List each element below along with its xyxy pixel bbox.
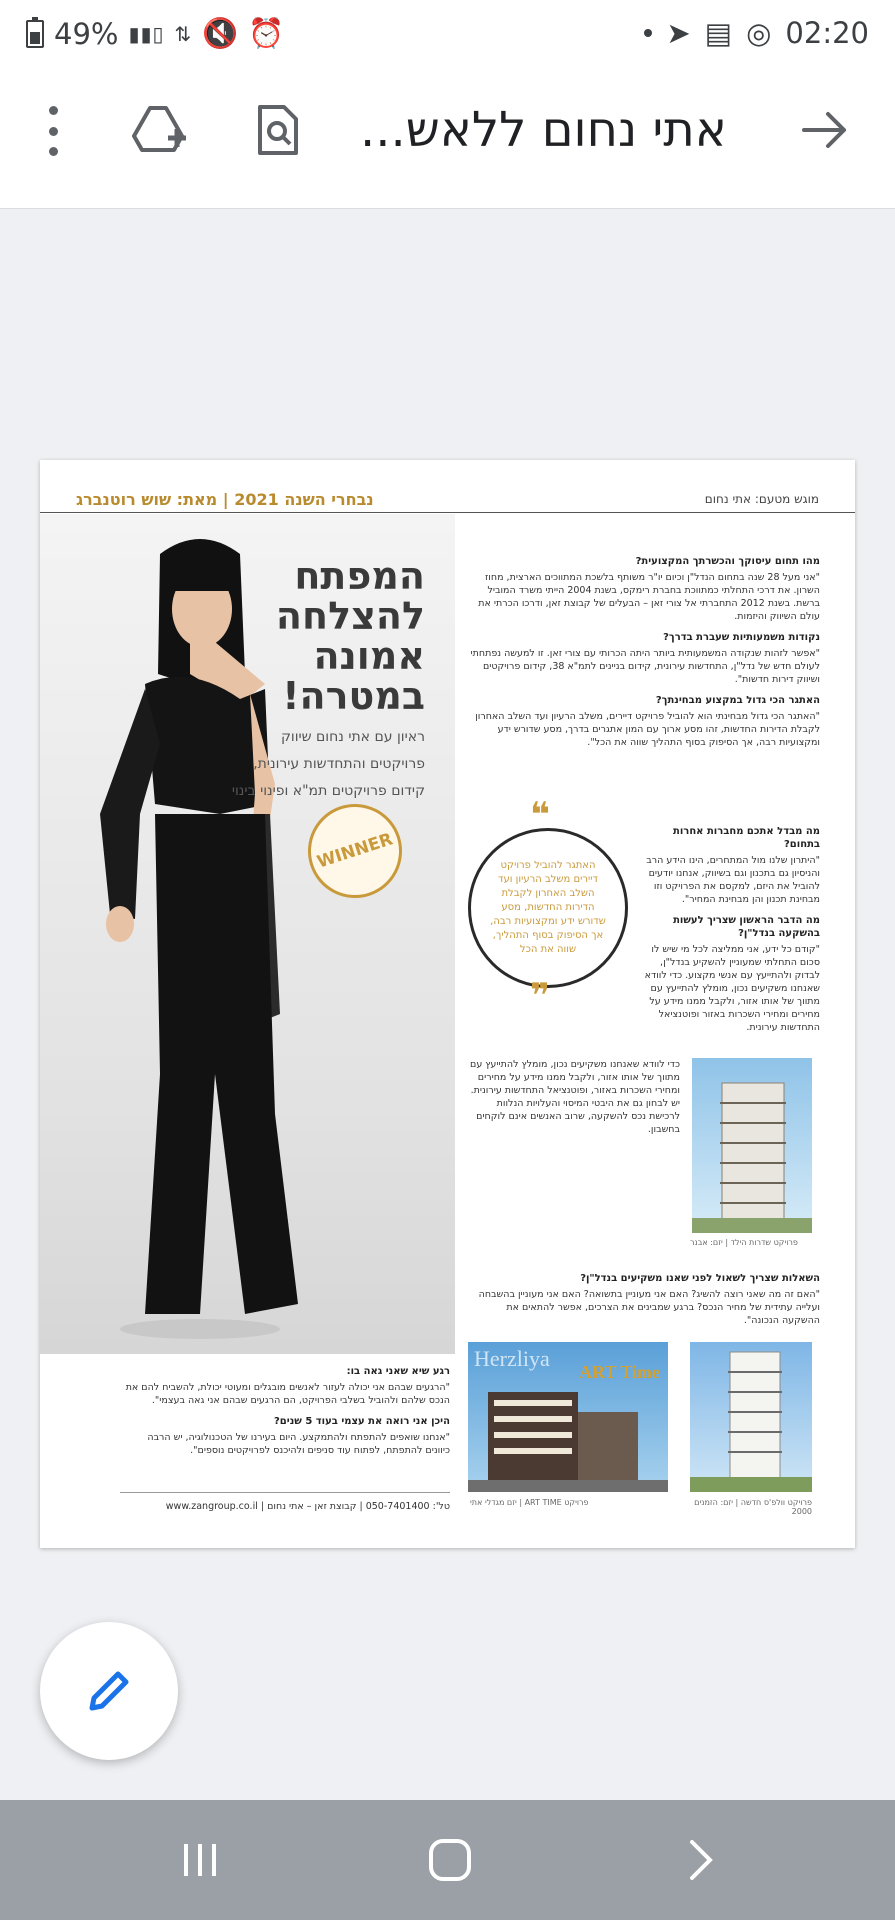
- add-to-drive-button[interactable]: [124, 94, 196, 166]
- back-button[interactable]: [789, 94, 861, 166]
- find-in-page-icon: [256, 103, 300, 157]
- article-column-right-2: [640, 825, 820, 1042]
- winner-badge: WINNER: [296, 792, 414, 910]
- answer: "קודם כל ידע, אני ממליצה לכל מי שיש לו סכום התחלתי שמעוניין להשקיע בנדל"ן, לבדוק ולהתייעץ עם אנשי מקצוע. כדי לוודא שאנחנו משקיעים נכון, מומלץ להתייעץ עם מתווך של אותו אזור, ולקבל ממנו מידע על מחירים ומחירי השכרות באזור ופוטנציאל התחדשות עירונית.: [644, 944, 820, 1033]
- question: היכן אני רואה את עצמי בעוד 5 שנים?: [274, 1416, 450, 1427]
- magazine-header: נבחרי השנה 2021 | מאת: שוש רוטנברג: [76, 490, 374, 509]
- pull-quote-text: האתגר להוביל פרויקט דיירים משלב הרעיון ועד השלב האחרון לקבלת הדירות החדשות, מסע שדורש ידע ומקצועיות רבה, אך הסיפוק בסוף התהליך, שווה את הכל: [490, 860, 606, 955]
- battery-icon: [26, 20, 44, 48]
- answer: "האם זה מה שאני רוצה להשיג? האם אני מעוניין בתשואה? האם אני מעוניין בהשבחה ועלייה עתידית של מחיר הנכס? ברגע שמבינים את הצרכים, אפשר להתאים את ההשקעה הנכונה".: [478, 1289, 820, 1326]
- document-page[interactable]: [40, 460, 855, 1548]
- portrait-photo: [40, 514, 455, 1354]
- article-column-right: [470, 555, 820, 757]
- back-nav-button[interactable]: [665, 1828, 735, 1892]
- apartment-block-icon: [468, 1342, 668, 1492]
- alarm-icon: ⏰: [248, 16, 285, 50]
- pull-quote: [468, 828, 628, 988]
- home-button[interactable]: [415, 1828, 485, 1892]
- signal-icon: ▮▮▯: [128, 21, 165, 46]
- footer-divider: [120, 1492, 450, 1493]
- answer: "אפשר לזהות שנקודה המשמעותית ביותר היתה הכרותי עם צורי זאן. זו למעשה נפתחתי לעולם חדש של נדל"ן, התחדשות עירונית, קידום בניינים לתמ"א 38, קידום פרויקטים ושיווק דירות חדשות".: [470, 648, 820, 685]
- article-column-bottom-right: [470, 1272, 820, 1335]
- contact-footer: [120, 1500, 450, 1521]
- question: מה הדבר הראשון שצריך לעשות בהשקעה בנדל"ן?: [673, 915, 820, 939]
- dot-icon: [49, 106, 58, 115]
- building-photo-3: [690, 1342, 812, 1492]
- article-headline: המפתח להצלחה אמונה במטרה!: [275, 554, 425, 718]
- answer: כדי לוודא שאנחנו משקיעים נכון, מומלץ להתייעץ עם מתווך של אותו אזור, ולקבל ממנו מידע על מחירים ומחירי השכרות באזור, ופוטנציאל התחדשות עירונית. יש לבחון גם את היבטי המיסוי והעלויות הנלוות לרכישת נכס להשקעה, שרוב האנשים אינם לוקחים בחשבון.: [470, 1059, 680, 1135]
- quote-open-icon: ❝: [530, 795, 550, 835]
- dot-icon: [49, 127, 58, 136]
- chevron-right-icon: [680, 1838, 720, 1882]
- recents-icon: [178, 1838, 222, 1882]
- photo-caption: פרויקט וולפ'ס חדשה | יזם: הזמנים 2000: [694, 1498, 812, 1516]
- status-left: [26, 16, 284, 51]
- question: נקודות משמעותיות שעברת בדרך?: [663, 632, 820, 643]
- more-options-button[interactable]: [38, 106, 68, 156]
- answer: "אני מעל 28 שנה בתחום הנדל"ן וכיום יו"ר משותף בלשכת המתווכים הארצית, מחוז השרון. את דרכי התחלתי כמתווכת בחברת רימקס, בשנת 2004 הייתי משרד המוביל ברשת. בשנת 2012 התחברתי אל צורי זאן – הבעלים של קבוצת זאן, ודרכו הכרתי את עולם השיווק והיזמות.: [478, 572, 820, 622]
- question: האתגר הכי גדול במקצוע מבחינתך?: [655, 695, 820, 706]
- data-icon: ⇅: [174, 21, 193, 46]
- pencil-icon: [84, 1666, 134, 1716]
- building-photo-1: [692, 1058, 812, 1233]
- answer: "הרגעים שבהם אני יכולה לעזור לאנשים מובגלים ומעוטי יכולת, להשביח להם את הנכס שלהם ולהוביל בשלבי הפרויקט, הם הרגעים שבהם אני גאה בעצמי".: [125, 1382, 450, 1406]
- home-icon: [427, 1837, 473, 1883]
- herzliya-label: Herzliya: [474, 1346, 550, 1371]
- photo-caption: פרויקט ART TIME | יזם מגדלי אתי: [470, 1498, 589, 1507]
- question: השאלות שצריך לשאול לפני שאנו משקיעים בנדל"ן?: [580, 1273, 820, 1284]
- document-title: אתי נחום ללאש...: [360, 102, 727, 158]
- tower-icon: [692, 1058, 812, 1233]
- arrow-right-icon: [802, 110, 848, 150]
- building-photo-2: [468, 1342, 668, 1492]
- edit-button[interactable]: [40, 1622, 178, 1760]
- recent-apps-button[interactable]: [165, 1828, 235, 1892]
- whatsapp-icon: ◎: [746, 16, 772, 50]
- article-column-middle: [470, 1058, 680, 1144]
- app-toolbar: [0, 68, 895, 209]
- article-subheading: ראיון עם אתי נחום שיווק פרויקטים והתחדשות עירונית, קידום פרויקטים תמ"א ופינוי בינוי: [231, 729, 425, 799]
- status-bar: [0, 0, 895, 68]
- find-in-document-button[interactable]: [242, 94, 314, 166]
- contact-line: טל': 050-7401400 | קבוצת זאן – אתי נחום | www.zangroup.co.il: [165, 1501, 450, 1512]
- photo-caption: פרויקט שדרות הילד | יזם: אבנר: [690, 1238, 798, 1247]
- mute-icon: 🔇: [202, 16, 239, 50]
- sponsor-line: מוגש מטעם: אתי נחום: [704, 492, 819, 506]
- clock: 02:20: [785, 16, 869, 50]
- battery-percent: 49%: [54, 16, 119, 51]
- art-time-logo: ART Time: [579, 1362, 660, 1382]
- notification-dot-icon: [644, 29, 652, 37]
- quote-close-icon: ❞: [530, 976, 550, 1016]
- status-right: [644, 16, 869, 50]
- system-nav-bar: [0, 1800, 895, 1920]
- article-column-left: [120, 1365, 450, 1465]
- drive-icon: ▤: [704, 16, 733, 50]
- header-divider: [40, 512, 855, 513]
- answer: "אנחנו שואפים להתפתח ולהתמקצע. היום בעירנו של הטכנולוגיה, יש הרבה כיוונים להתפתח, לפתוח עוד סניפים ולהיכנס לפרויקטים נוספים".: [147, 1432, 450, 1456]
- answer: "האתגר הכי גדול מבחינתי הוא להוביל פרויקט דיירים, משלב הרעיון ועד השלב האחרון לקבלת הדירות החדשות, זהו מסע ארוך עם המון אתגרים בדרך, מסע שדורש ידע ומקצועיות רבה, אך הסיפוק בסוף התהליך שווה את הכל".: [475, 711, 820, 748]
- question: רגע שיא שאני גאה בו:: [346, 1366, 450, 1377]
- tower-icon: [690, 1342, 812, 1492]
- telegram-icon: ➤: [666, 16, 691, 50]
- answer: "היתרון שלנו מול המתחרים, הינו הידע הרב והניסיון גם בתכנון וגם בשיווק, אנחנו יודעים להוביל את היזם, למקסם את הפרויקט וזו מבחינת תכנון והן מבחינת המחיר".: [646, 855, 820, 905]
- add-to-drive-icon: [132, 104, 188, 156]
- question: מה מבדל אתכם מחברות אחרות בתחום?: [673, 826, 820, 850]
- question: מהו תחום עיסוקך והכשרתך המקצועית?: [635, 556, 820, 567]
- dot-icon: [49, 147, 58, 156]
